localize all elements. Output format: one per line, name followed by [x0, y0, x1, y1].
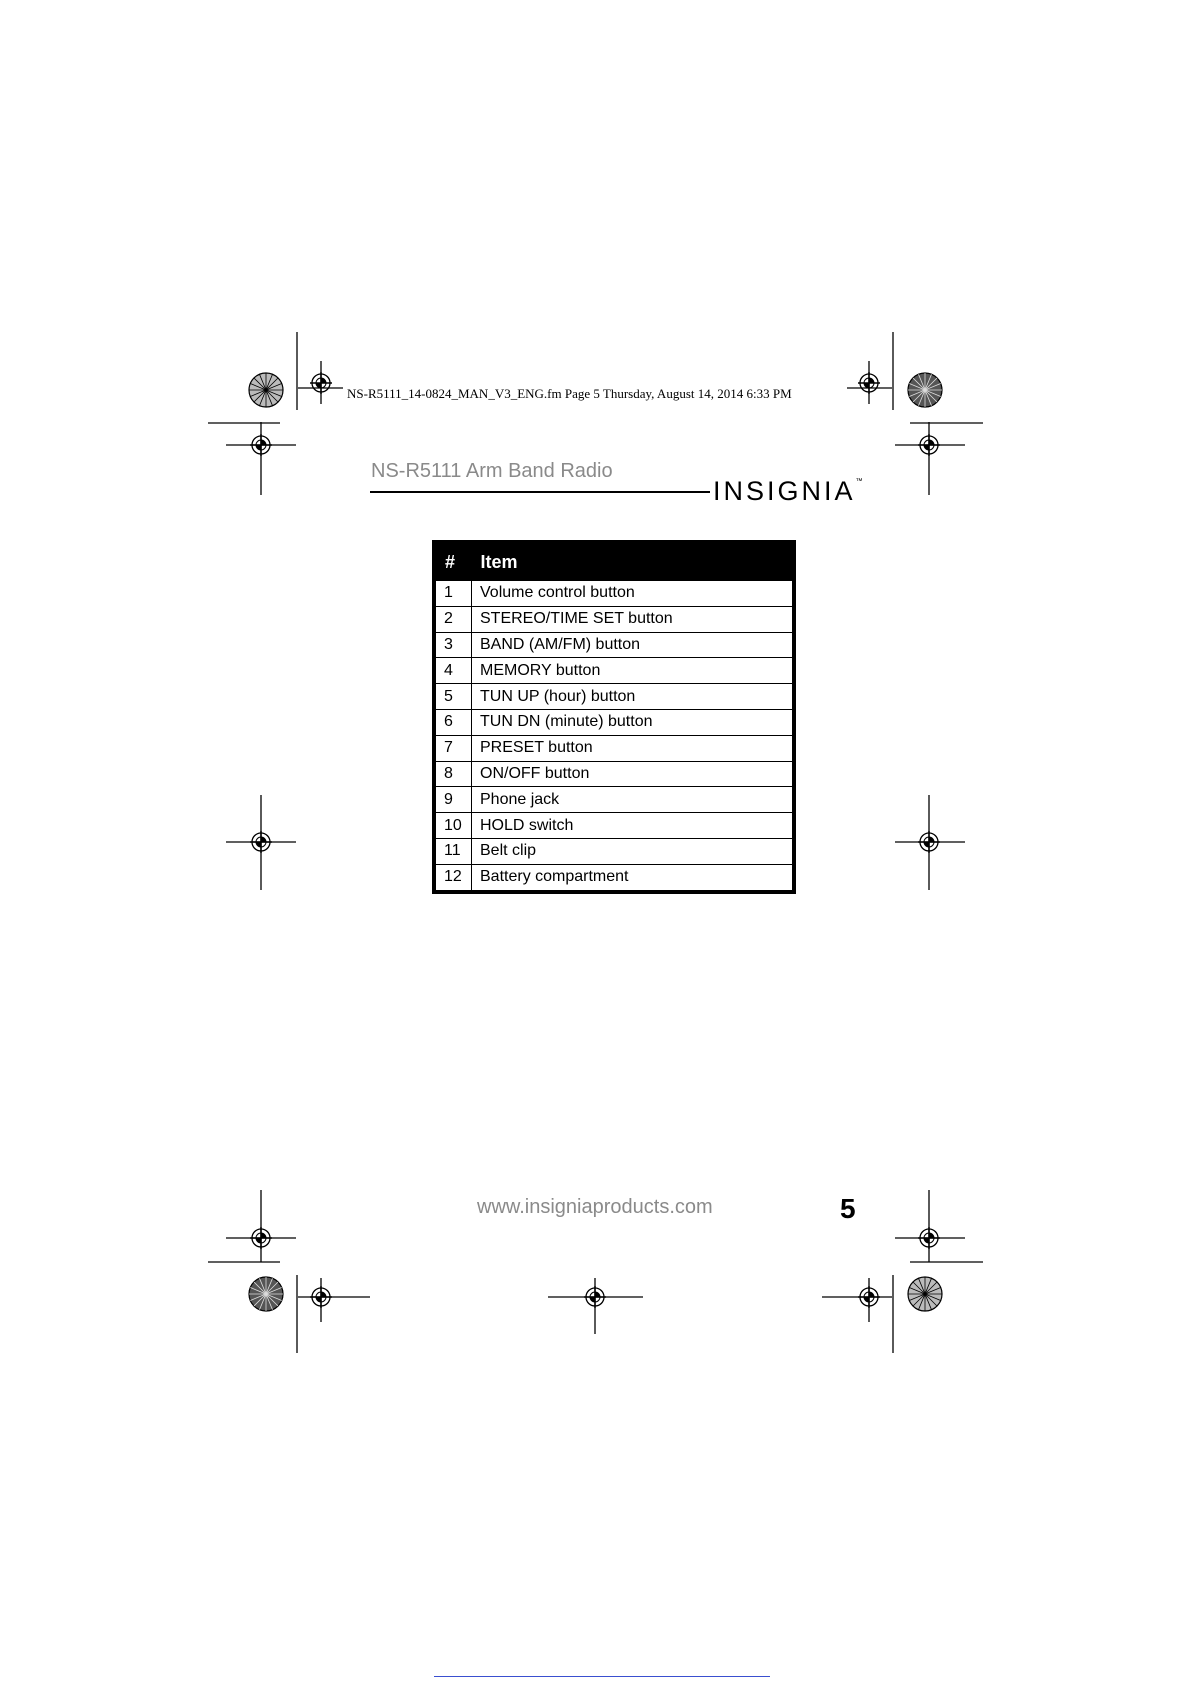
- row-item: TUN DN (minute) button: [472, 709, 795, 735]
- starburst-target-icon: [249, 1277, 283, 1311]
- registration-target-icon: [250, 1227, 272, 1249]
- table-row: [434, 632, 794, 658]
- registration-target-icon: [858, 372, 880, 394]
- registration-target-icon: [310, 1286, 332, 1308]
- document-title: NS-R5111 Arm Band Radio: [371, 460, 613, 482]
- row-item: BAND (AM/FM) button: [472, 632, 795, 658]
- row-item: Volume control button: [472, 581, 795, 607]
- column-header-item: Item: [472, 542, 795, 581]
- starburst-target-icon: [249, 373, 283, 407]
- table-row: [434, 761, 794, 787]
- footer-url: www.insigniaproducts.com: [477, 1196, 713, 1218]
- registration-target-icon: [918, 434, 940, 456]
- row-item: TUN UP (hour) button: [472, 684, 795, 710]
- row-item: STEREO/TIME SET button: [472, 606, 795, 632]
- brand-logo: [713, 476, 863, 507]
- row-number: 7: [434, 735, 472, 761]
- row-item: ON/OFF button: [472, 761, 795, 787]
- column-header-number: #: [434, 542, 472, 581]
- row-number: 9: [434, 787, 472, 813]
- trademark-symbol: ™: [855, 478, 863, 485]
- registration-target-icon: [858, 1286, 880, 1308]
- starburst-target-icon: [908, 373, 942, 407]
- table-row: [434, 864, 794, 891]
- parts-table: [432, 540, 796, 894]
- row-number: 12: [434, 864, 472, 891]
- header-rule: [370, 491, 710, 493]
- row-number: 10: [434, 813, 472, 839]
- table-row: [434, 684, 794, 710]
- starburst-target-icon: [908, 1277, 942, 1311]
- registration-target-icon: [584, 1286, 606, 1308]
- row-number: 4: [434, 658, 472, 684]
- table-header-row: [434, 542, 794, 581]
- registration-target-icon: [250, 434, 272, 456]
- row-number: 1: [434, 581, 472, 607]
- row-number: 8: [434, 761, 472, 787]
- row-item: Belt clip: [472, 838, 795, 864]
- table-row: [434, 581, 794, 607]
- bottom-rule: [434, 1676, 770, 1677]
- table-row: [434, 735, 794, 761]
- file-slug-line: NS-R5111_14-0824_MAN_V3_ENG.fm Page 5 Thursday, August 14, 2014 6:33 PM: [347, 386, 792, 401]
- page-number: 5: [840, 1193, 856, 1224]
- table-row: [434, 658, 794, 684]
- row-number: 3: [434, 632, 472, 658]
- table-row: [434, 606, 794, 632]
- table-row: [434, 813, 794, 839]
- table-row: [434, 709, 794, 735]
- registration-target-icon: [918, 1227, 940, 1249]
- row-item: MEMORY button: [472, 658, 795, 684]
- row-item: HOLD switch: [472, 813, 795, 839]
- registration-target-icon: [918, 831, 940, 853]
- registration-target-icon: [310, 372, 332, 394]
- table-row: [434, 787, 794, 813]
- row-number: 11: [434, 838, 472, 864]
- row-item: Phone jack: [472, 787, 795, 813]
- row-number: 2: [434, 606, 472, 632]
- row-number: 5: [434, 684, 472, 710]
- brand-name: INSIGNIA: [713, 476, 856, 506]
- table-body: [434, 581, 794, 892]
- table-row: [434, 838, 794, 864]
- row-item: Battery compartment: [472, 864, 795, 891]
- row-number: 6: [434, 709, 472, 735]
- row-item: PRESET button: [472, 735, 795, 761]
- registration-target-icon: [250, 831, 272, 853]
